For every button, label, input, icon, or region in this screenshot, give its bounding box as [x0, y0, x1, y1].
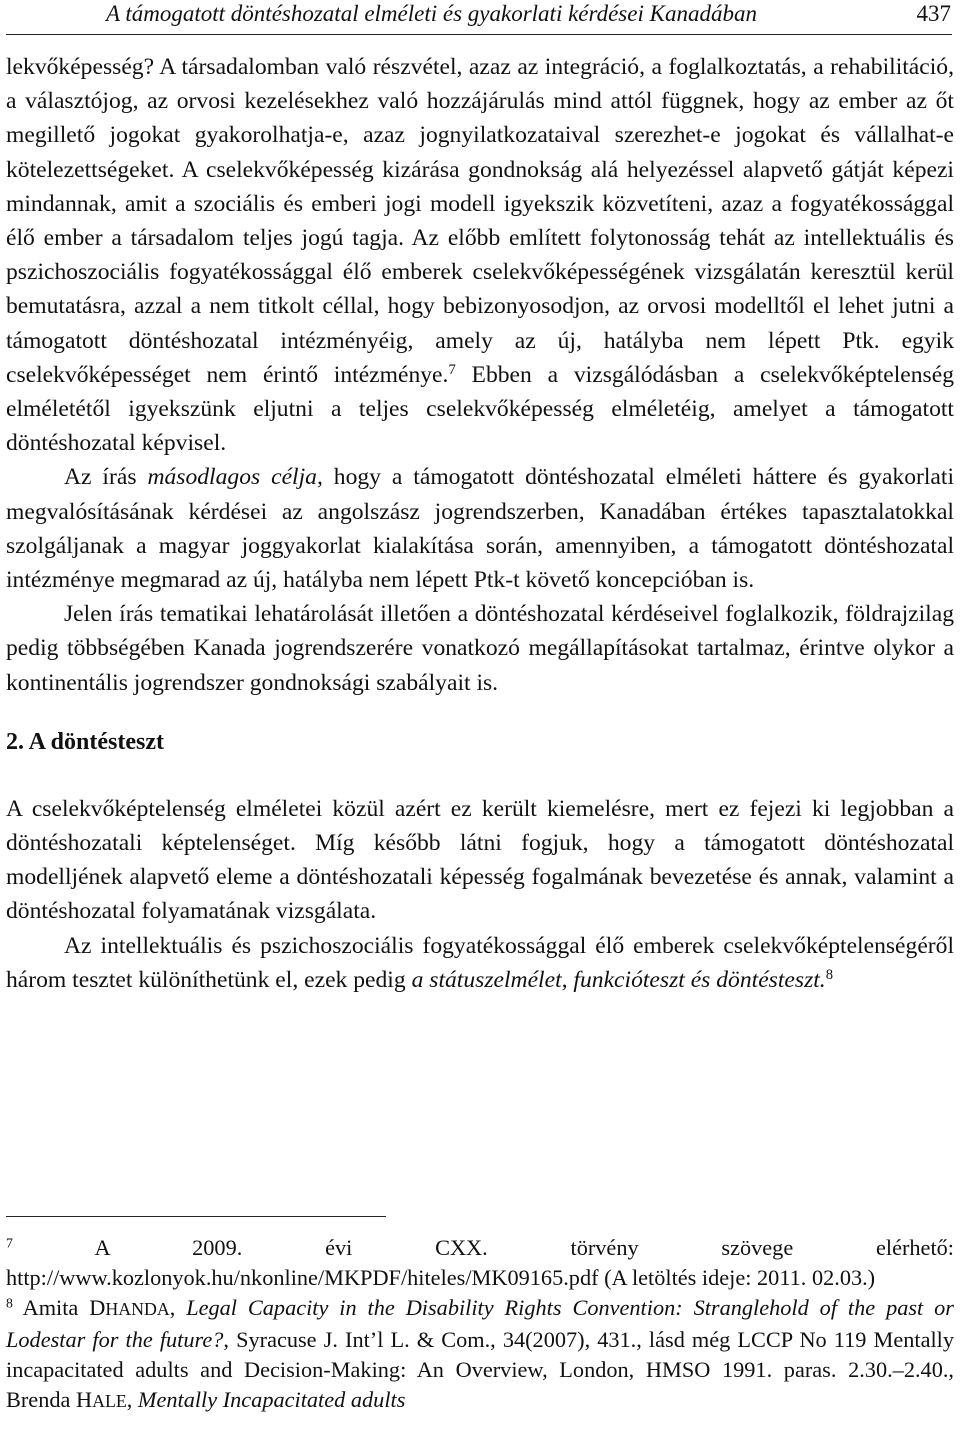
paragraph-1-text-cont: Ebben a vizsgálódásban a cselekvőképtelenség elméletétől igyekszünk eljutni a teljes cselekvőképesség elméletéig, amelyet a támogatott döntéshozatal képvisel.	[6, 361, 955, 457]
section-heading: 2. A döntésteszt	[6, 728, 164, 755]
paragraph-1	[6, 50, 954, 460]
paragraph-4: A cselekvőképtelenség elméletei közül azért ez került kiemelésre, mert ez fejezi ki legjobban a döntéshozatali képtelenséget. Míg később látni fogjuk, hogy a támogatott döntéshozatal modelljének alapvető eleme a döntéshozatali képesség fogalmának bevezetése és annak, valamint a döntéshozatal folyamatának vizsgálata.	[6, 795, 954, 925]
footnote-8-smallcaps-2: ALE	[92, 1391, 127, 1412]
footnote-ref-8: 8	[825, 966, 834, 983]
paragraph-2	[6, 460, 954, 597]
footnotes	[6, 1233, 954, 1416]
footnote-8-smallcaps: HANDA	[105, 1299, 170, 1320]
footnote-ref-7: 7	[448, 361, 456, 378]
footnote-8	[6, 1293, 954, 1416]
footnote-7-text: A 2009. évi CXX. törvény szövege elérhető: http://www.kozlonyok.hu/nkonline/MKPDF/hiteles/MK09165.pdf (A letöltés ideje: 2011. 02.03.)	[6, 1235, 954, 1291]
footnote-8-number: 8	[6, 1295, 13, 1311]
paragraph-3: Jelen írás tematikai lehatárolását illetően a döntéshozatal kérdéseivel foglalkozik, földrajzilag pedig többségében Kanada jogrendszerére vonatkozó megállapításokat tartalmaz, érintve olykor a kontinentális jogrendszer gondnoksági szabályait is.	[6, 601, 954, 696]
paragraph-1-text: lekvőképesség? A társadalomban való részvétel, azaz az integráció, a foglalkoztatás, a rehabilitáció, a választójog, az orvosi kezelésekhez való hozzájárulás mind attól függnek, hogy az ember az őt megillető jogokat gyakorolhatja-e, azaz jognyilatkozataival szerezhet-e jogokat és vállalhat-e kötelezettségeket. A cselekvőképesség kizárása gondnokság alá helyezéssel alapvető gátját képezi mindannak, amit a szociális és emberi jogi modell igyekszik közvetíteni, azaz a fogyatékossággal élő ember a társadalom teljes jogú tagja. Az előbb említett folytonosság tehát az intellektuális és pszichoszociális fogyatékossággal élő emberek cselekvőképességének vizsgálatán keresztül kerül bemutatásra, azzal a nem titkolt céllal, hogy bebizonyosodjon, az orvosi modelltől el lehet jutni a támogatott döntéshozatal intézményéig, amely az új, hatályba nem lépett Ptk. egyik cselekvőképességet nem érintő intézménye.	[6, 54, 954, 388]
paragraph-2-text-cont: hogy a támogatott döntéshozatal elméleti háttere és gyakorlati megvalósításának kérdései az angolszász jogrendszerben, Kanadában értékes tapasztalatokkal szolgáljanak a magyar joggyakorlat kialakítása során, amennyiben, a támogatott döntéshozatal intézménye megmarad az új, hatályba nem lépett Ptk-t követő koncepcióban is.	[6, 464, 955, 594]
footnote-8-text-d: ,	[126, 1387, 138, 1413]
footnote-8-title-2: Mentally Incapacitated adults	[137, 1387, 406, 1413]
footnote-7	[6, 1233, 954, 1293]
main-text	[6, 50, 954, 997]
paragraph-5	[6, 929, 954, 997]
running-header	[6, 0, 952, 35]
running-title: A támogatott döntéshozatal elméleti és gyakorlati kérdései Kanadában	[106, 1, 757, 26]
footnote-8-text-c: , Syracuse J. Int’l L. & Com., 34(2007), 431., lásd még LCCP No 119 Mentally incapacitated adults and Decision-Making: An Overview, London, HMSO 1991. paras. 2.30.–2.40., Brenda H	[6, 1326, 955, 1413]
paragraph-2-text: Az írás	[64, 464, 148, 491]
footnote-8-text: Amita D	[22, 1295, 106, 1321]
paragraph-2-emphasis: másodlagos célja,	[147, 464, 323, 491]
footnote-divider	[6, 1216, 386, 1217]
footnote-8-text-b: ,	[169, 1295, 187, 1321]
paragraph-5-text: Az intellektuális és pszichoszociális fogyatékossággal élő emberek cselekvőképtelenségéről három tesztet különíthetünk el, ezek pedig	[6, 932, 954, 993]
paragraph-5-emphasis: a státuszelmélet, funkcióteszt és döntésteszt.	[411, 966, 826, 993]
page-number: 437	[916, 1, 951, 26]
footnote-7-number: 7	[6, 1235, 13, 1251]
footnote-8-title: Legal Capacity in the Disability Rights Convention: Stranglehold of the past or Lodestar for the future?	[6, 1295, 954, 1352]
